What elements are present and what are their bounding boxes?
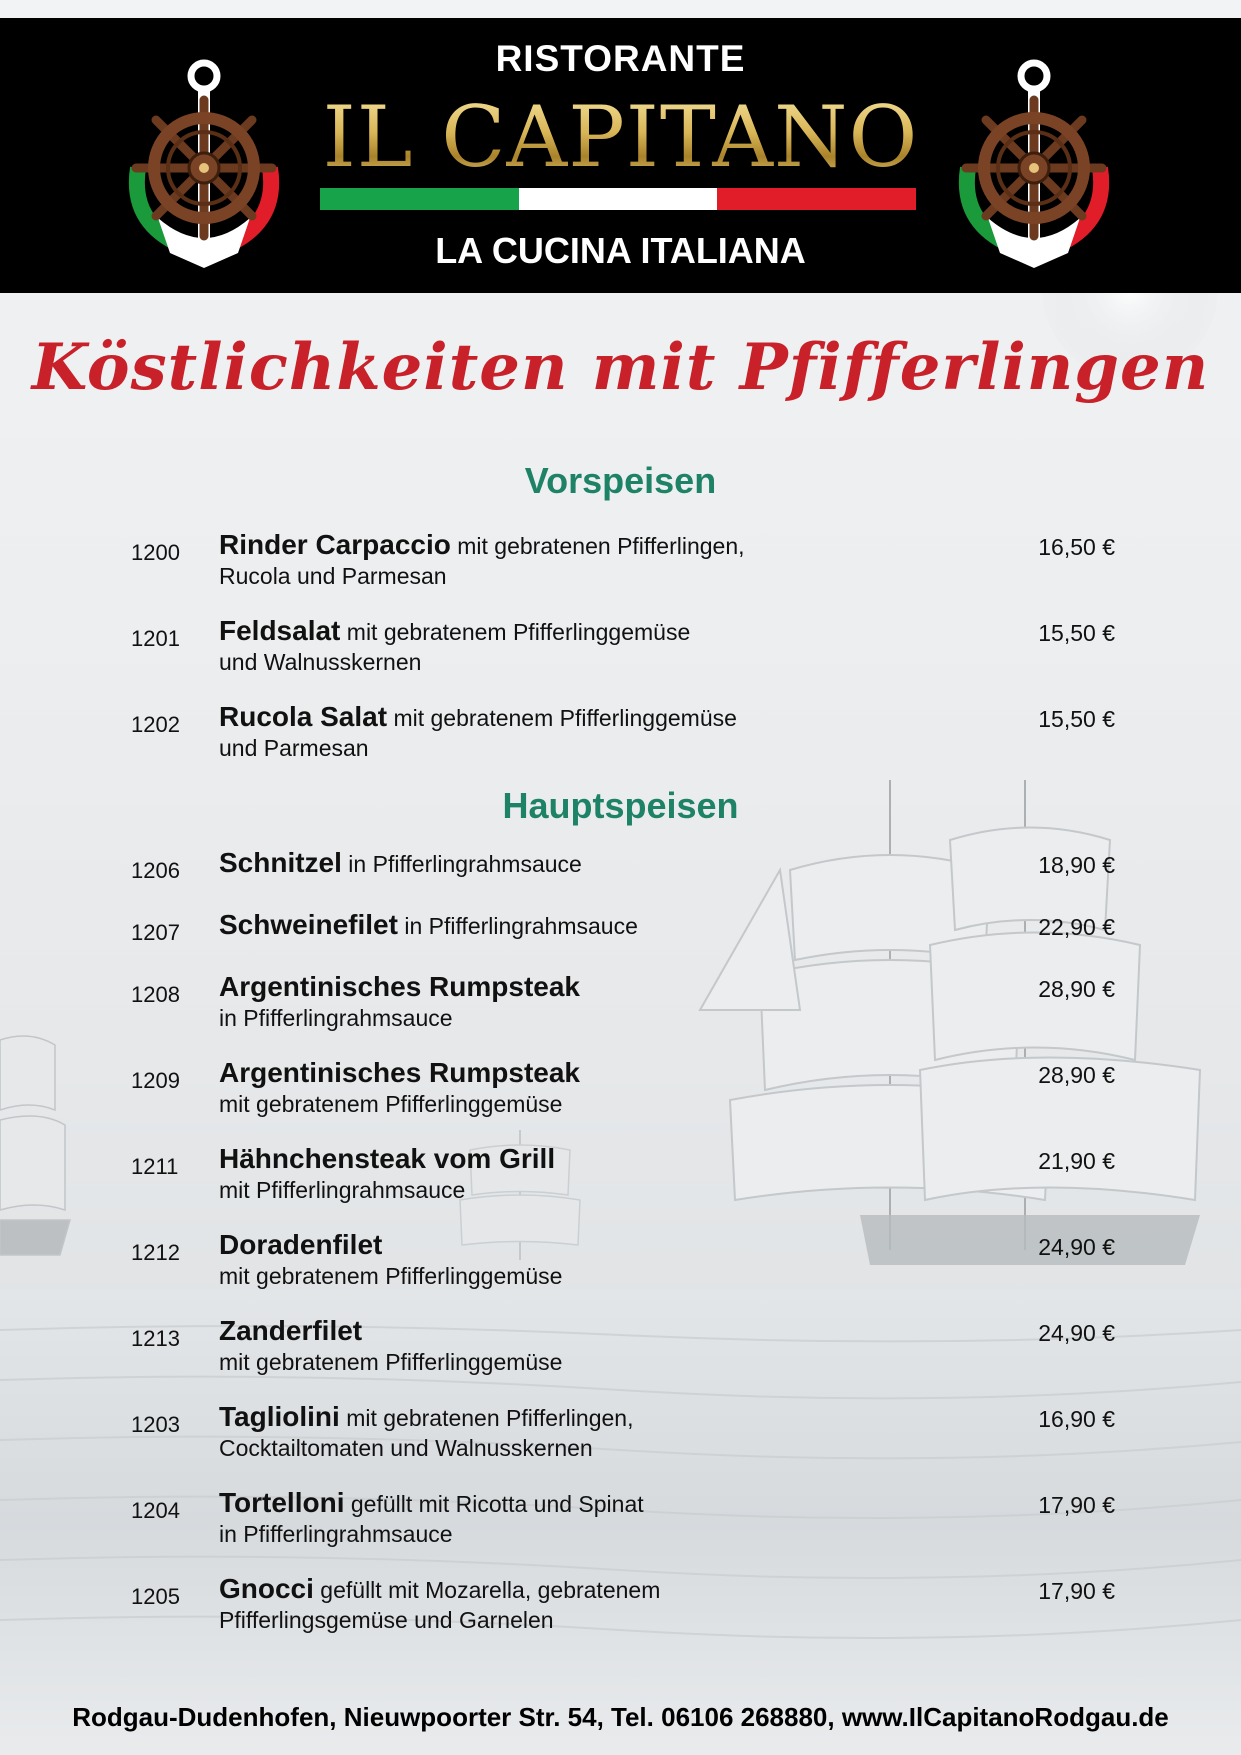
menu-item	[0, 1402, 1241, 1472]
item-name: Feldsalat	[219, 615, 341, 646]
item-price: 17,90 €	[1038, 1492, 1115, 1518]
item-number: 1212	[131, 1240, 180, 1265]
item-detail-line2: Pfifferlingsgemüse und Garnelen	[219, 1607, 554, 1633]
item-detail-line2: Cocktailtomaten und Walnusskernen	[219, 1435, 593, 1461]
item-name: Schnitzel	[219, 847, 342, 878]
item-description	[219, 530, 859, 591]
item-detail: gefüllt mit Ricotta und Spinat	[344, 1491, 644, 1517]
item-price: 15,50 €	[1038, 706, 1115, 732]
section-title-hauptspeisen: Hauptspeisen	[502, 785, 739, 826]
item-price: 28,90 €	[1038, 1062, 1115, 1088]
item-name: Schweinefilet	[219, 909, 398, 940]
item-detail: in Pfifferlingrahmsauce	[397, 913, 638, 939]
item-name: Gnocci	[219, 1573, 314, 1604]
menu-title: Köstlichkeiten mit Pfifferlingen	[31, 330, 1210, 405]
item-description	[219, 1058, 859, 1119]
item-detail: mit gebratenem Pfifferlinggemüse	[340, 619, 691, 645]
item-detail: mit gebratenen Pfifferlingen,	[339, 1405, 634, 1431]
item-detail-line2: mit gebratenem Pfifferlinggemüse	[219, 1263, 563, 1289]
item-price: 22,90 €	[1038, 914, 1115, 940]
item-description	[219, 1488, 859, 1549]
item-price: 24,90 €	[1038, 1234, 1115, 1260]
item-detail-line2: mit gebratenem Pfifferlinggemüse	[219, 1349, 563, 1375]
menu-item	[0, 530, 1241, 600]
item-number: 1202	[131, 712, 180, 737]
menu-item	[0, 1144, 1241, 1214]
item-number: 1207	[131, 920, 180, 945]
item-number: 1200	[131, 540, 180, 565]
italian-flag-bar	[320, 188, 916, 210]
item-name: Hähnchensteak vom Grill	[219, 1143, 556, 1174]
menu-item	[0, 1316, 1241, 1386]
menu-item	[0, 1574, 1241, 1644]
item-description	[219, 1316, 859, 1377]
item-description	[219, 702, 859, 763]
item-detail-line2: und Walnusskernen	[219, 649, 422, 675]
menu-item	[0, 1488, 1241, 1558]
item-detail-line2: mit Pfifferlingrahmsauce	[219, 1177, 466, 1203]
item-detail: in Pfifferlingrahmsauce	[341, 851, 582, 877]
item-detail-line2: in Pfifferlingrahmsauce	[219, 1005, 453, 1031]
item-price: 28,90 €	[1038, 976, 1115, 1002]
menu-item	[0, 848, 1241, 918]
item-name: Zanderfilet	[219, 1315, 363, 1346]
item-number: 1208	[131, 982, 180, 1007]
item-detail-line2: und Parmesan	[219, 735, 369, 761]
item-description	[219, 1144, 859, 1205]
menu-item	[0, 616, 1241, 686]
flag-red	[717, 188, 916, 210]
tagline: LA CUCINA ITALIANA	[435, 230, 806, 271]
item-description	[219, 972, 859, 1033]
menu-item	[0, 1230, 1241, 1300]
menu-item	[0, 910, 1241, 980]
item-name: Rinder Carpaccio	[219, 529, 451, 560]
item-number: 1206	[131, 858, 180, 883]
menu-item	[0, 1058, 1241, 1128]
item-detail: mit gebratenem Pfifferlinggemüse	[387, 705, 737, 731]
item-name: Tagliolini	[219, 1401, 340, 1432]
item-description	[219, 910, 859, 941]
section-title-vorspeisen: Vorspeisen	[524, 460, 717, 501]
item-detail-line2: in Pfifferlingrahmsauce	[219, 1521, 453, 1547]
item-detail-line2: Rucola und Parmesan	[219, 563, 447, 589]
item-name: Doradenfilet	[219, 1229, 383, 1260]
item-price: 18,90 €	[1038, 852, 1115, 878]
item-detail-line2: mit gebratenem Pfifferlinggemüse	[219, 1091, 563, 1117]
flag-green	[320, 188, 519, 210]
restaurant-name: IL CAPITANO	[0, 88, 1241, 186]
item-number: 1204	[131, 1498, 180, 1523]
item-description	[219, 616, 859, 677]
item-detail: gefüllt mit Mozarella, gebratenem	[313, 1577, 661, 1603]
item-price: 15,50 €	[1038, 620, 1115, 646]
item-number: 1211	[131, 1154, 179, 1179]
item-description	[219, 1402, 859, 1463]
item-number: 1203	[131, 1412, 180, 1437]
flag-white	[519, 188, 718, 210]
item-name: Rucola Salat	[219, 701, 388, 732]
footer-address: Rodgau-Dudenhofen, Nieuwpoorter Str. 54, Tel. 06106 268880, www.IlCapitanoRodgau.de	[72, 1702, 1169, 1732]
item-name: Argentinisches Rumpsteak	[219, 971, 580, 1002]
item-price: 16,90 €	[1038, 1406, 1115, 1432]
item-price: 24,90 €	[1038, 1320, 1115, 1346]
header-banner	[0, 18, 1241, 293]
item-price: 17,90 €	[1038, 1578, 1115, 1604]
menu-item	[0, 972, 1241, 1042]
item-description	[219, 848, 859, 879]
item-number: 1213	[131, 1326, 180, 1351]
item-name: Tortelloni	[219, 1487, 345, 1518]
item-price: 21,90 €	[1038, 1148, 1115, 1174]
ships-wheel-anchor-icon	[948, 58, 1120, 268]
item-price: 16,50 €	[1038, 534, 1115, 560]
item-name: Argentinisches Rumpsteak	[219, 1057, 580, 1088]
item-number: 1209	[131, 1068, 180, 1093]
item-number: 1201	[131, 626, 180, 651]
item-description	[219, 1230, 859, 1291]
ristorante-label: RISTORANTE	[495, 38, 746, 79]
item-description	[219, 1574, 859, 1635]
item-number: 1205	[131, 1584, 180, 1609]
menu-item	[0, 702, 1241, 772]
item-detail: mit gebratenen Pfifferlingen,	[450, 533, 745, 559]
